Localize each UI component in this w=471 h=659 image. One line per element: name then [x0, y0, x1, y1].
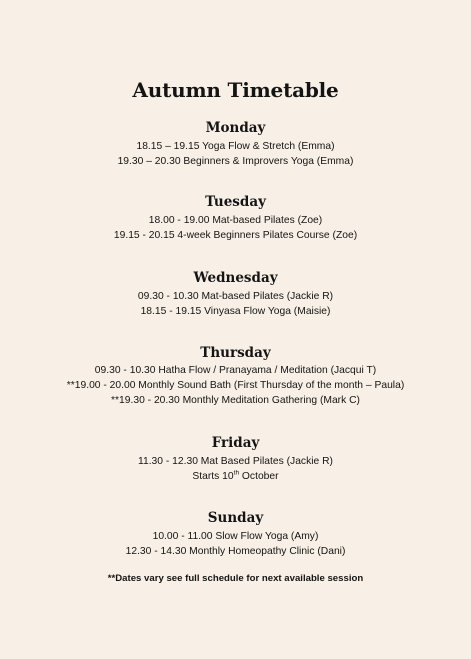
session-line: 18.15 - 19.15 Vinyasa Flow Yoga (Maisie) — [140, 306, 331, 317]
session-line: 10.00 - 11.00 Slow Flow Yoga (Amy) — [152, 531, 319, 542]
session-line: 19.15 - 20.15 4-week Beginners Pilates Course (Zoe) — [113, 230, 358, 241]
day-heading-tuesday: Tuesday — [205, 194, 266, 210]
sessions-friday — [0, 454, 471, 484]
page-title: Autumn Timetable — [132, 78, 339, 102]
sessions-thursday — [0, 363, 471, 408]
start-date-line — [0, 469, 471, 484]
start-date-suffix: October — [239, 471, 279, 482]
session-line: 18.15 – 19.15 Yoga Flow & Stretch (Emma) — [136, 141, 335, 152]
session-line: 09.30 - 10.30 Hatha Flow / Pranayama / Meditation (Jacqui T) — [94, 365, 377, 376]
start-date-prefix: Starts 10 — [192, 471, 234, 482]
footer-note: **Dates vary see full schedule for next available session — [107, 573, 364, 584]
day-heading-sunday: Sunday — [207, 510, 264, 526]
day-heading-friday: Friday — [211, 435, 260, 451]
session-line: 11.30 - 12.30 Mat Based Pilates (Jackie R) — [138, 456, 333, 467]
sessions-sunday — [0, 529, 471, 559]
session-line: **19.00 - 20.00 Monthly Sound Bath (First Thursday of the month – Paula) — [66, 380, 405, 391]
sessions-tuesday — [0, 213, 471, 243]
sessions-wednesday — [0, 289, 471, 319]
session-line: **19.30 - 20.30 Monthly Meditation Gathering (Mark C) — [111, 395, 360, 406]
session-line: 09.30 - 10.30 Mat-based Pilates (Jackie R) — [137, 291, 334, 302]
sessions-monday — [0, 139, 471, 169]
day-heading-wednesday: Wednesday — [193, 270, 278, 286]
session-line: 19.30 – 20.30 Beginners & Improvers Yoga (Emma) — [117, 156, 354, 167]
session-line: 12.30 - 14.30 Monthly Homeopathy Clinic (Dani) — [125, 546, 346, 557]
day-heading-monday: Monday — [205, 120, 266, 136]
start-date-ordinal: th — [233, 469, 240, 477]
session-line: 18.00 - 19.00 Mat-based Pilates (Zoe) — [148, 215, 323, 226]
day-heading-thursday: Thursday — [200, 345, 271, 361]
